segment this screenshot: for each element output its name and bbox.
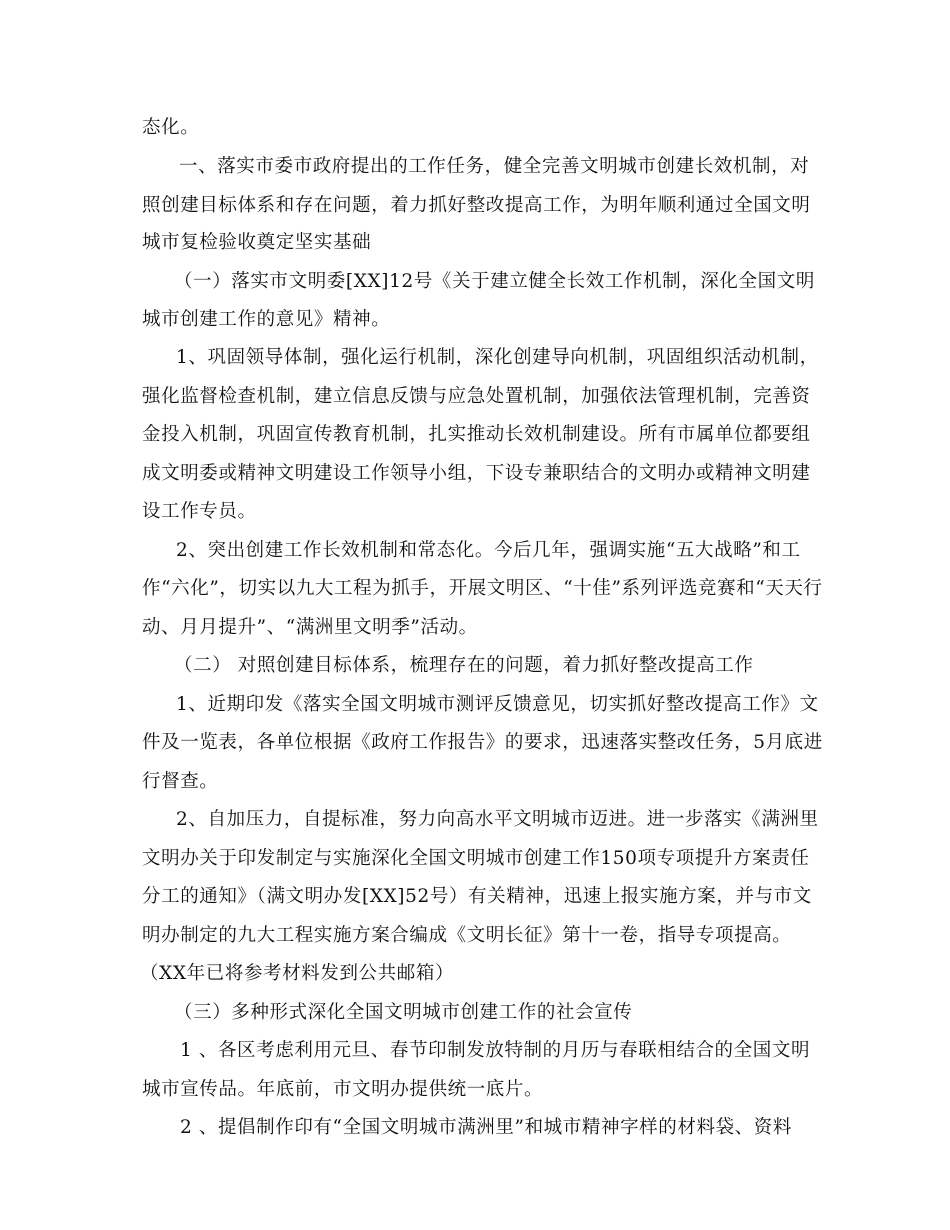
paragraph-start: 1、近期印发《落实全国文明城市测评反馈意见，切实抓好整改提高工作》文 [176,694,819,715]
text-line: 城市创建工作的意见》精神。 [142,309,391,330]
paragraph-start: 2 、提倡制作印有“全国文明城市满洲里”和城市精神字样的材料袋、资料 [180,1117,792,1138]
text-line: 作“六化”，切实以九大工程为抓手，开展文明区、“十佳”系列评选竞赛和“天天行 [142,578,823,599]
text-line: 照创建目标体系和存在问题，着力抓好整改提高工作，为明年顺利通过全国文明 [142,195,811,216]
text-line: 明办制定的九大工程实施方案合编成《文明长征》第十一卷，指导专项提高。 [142,925,792,946]
text-line: 金投入机制，巩固宣传教育机制，扎实推动长效机制建设。所有市属单位都要组 [142,424,811,445]
text-line: 动、月月提升”、“满洲里文明季”活动。 [142,617,478,638]
text-line: （XX年已将参考材料发到公共邮箱） [140,963,455,984]
paragraph-start: 1 、各区考虑利用元旦、春节印制发放特制的月历与春联相结合的全国文明 [180,1040,811,1061]
subsection-heading: （三）多种形式深化全国文明城市创建工作的社会宣传 [174,1002,633,1023]
text-line: 分工的通知》（满文明办发[XX]52号）有关精神，迅速上报实施方案，并与市文 [142,886,812,907]
text-line: 态化。 [142,117,200,138]
text-line: 文明办关于印发制定与实施深化全国文明城市创建工作150项专项提升方案责任 [142,848,810,869]
paragraph-start: 2、突出创建工作长效机制和常态化。今后几年，强调实施“五大战略”和工 [176,540,801,561]
paragraph-start: 2、自加压力，自提标准，努力向高水平文明城市迈进。进一步落实《满洲里 [176,809,819,830]
paragraph-start: 1、巩固领导体制，强化运行机制，深化创建导向机制，巩固组织活动机制， [176,347,819,368]
text-line: 设工作专员。 [142,501,257,522]
text-line: 城市复检验收奠定坚实基础 [142,232,372,253]
text-line: 成文明委或精神文明建设工作领导小组，下设专兼职结合的文明办或精神文明建 [142,463,811,484]
subsection-heading: （二） 对照创建目标体系，梳理存在的问题，着力抓好整改提高工作 [174,655,754,676]
text-line: 城市宣传品。年底前，市文明办提供统一底片。 [142,1079,544,1100]
text-line: 件及一览表，各单位根据《政府工作报告》的要求，迅速落实整改任务，5月底进 [142,732,823,753]
text-line: 强化监督检查机制，建立信息反馈与应急处置机制，加强依法管理机制，完善资 [142,386,811,407]
text-line: 行督查。 [142,771,219,792]
subsection-heading: （一）落实市文明委[XX]12号《关于建立健全长效工作机制，深化全国文明 [174,271,815,292]
section-heading: 一、落实市委市政府提出的工作任务，健全完善文明城市创建长效机制，对 [179,156,810,177]
